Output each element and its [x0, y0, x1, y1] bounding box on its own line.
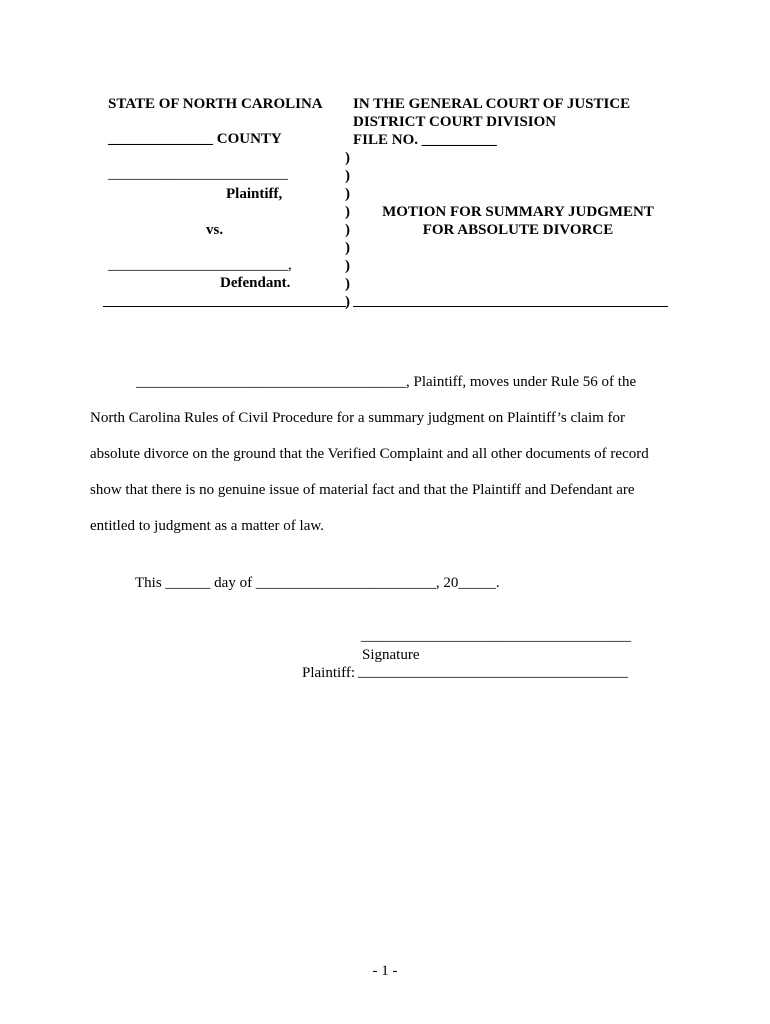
motion-title-line1: MOTION FOR SUMMARY JUDGMENT [382, 204, 654, 220]
signature-label: Signature [362, 647, 420, 663]
caption-rule-left [103, 306, 346, 307]
caption-paren: ) [345, 150, 350, 166]
caption-rule-right [353, 306, 668, 307]
county-line: ______________ COUNTY [108, 131, 282, 147]
date-line: This ______ day of ________________________, 20_____. [135, 575, 500, 591]
signature-plaintiff-label: Plaintiff: [302, 665, 356, 681]
body-line: North Carolina Rules of Civil Procedure for a summary judgment on Plaintiff’s claim for [90, 410, 626, 426]
caption-paren: ) [345, 168, 350, 184]
body-line: ____________________________________, Plaintiff, moves under Rule 56 of the [136, 374, 637, 390]
caption-paren: ) [345, 240, 350, 256]
division-heading: DISTRICT COURT DIVISION [353, 114, 557, 130]
plaintiff-name-blank: ________________________ [108, 166, 288, 182]
state-heading: STATE OF NORTH CAROLINA [108, 96, 323, 112]
body-line: absolute divorce on the ground that the Verified Complaint and all other documents of record [90, 446, 649, 462]
caption-paren: ) [345, 222, 350, 238]
caption-paren: ) [345, 294, 350, 310]
page-number: - 1 - [372, 963, 398, 979]
body-line: entitled to judgment as a matter of law. [90, 518, 324, 534]
plaintiff-label: Plaintiff, [226, 186, 283, 202]
defendant-name-blank: ________________________, [108, 257, 292, 273]
court-heading: IN THE GENERAL COURT OF JUSTICE [353, 96, 631, 112]
motion-title-line2: FOR ABSOLUTE DIVORCE [422, 222, 614, 238]
file-number: FILE NO. __________ [353, 132, 497, 148]
defendant-label: Defendant. [220, 275, 291, 291]
caption-paren: ) [345, 204, 350, 220]
versus-label: vs. [206, 222, 224, 238]
caption-paren: ) [345, 186, 350, 202]
signature-plaintiff-blank: ____________________________________ [358, 664, 628, 680]
body-line: show that there is no genuine issue of material fact and that the Plaintiff and Defendant are [90, 482, 635, 498]
signature-blank: ____________________________________ [361, 628, 631, 644]
caption-paren: ) [345, 276, 350, 292]
caption-paren: ) [345, 258, 350, 274]
